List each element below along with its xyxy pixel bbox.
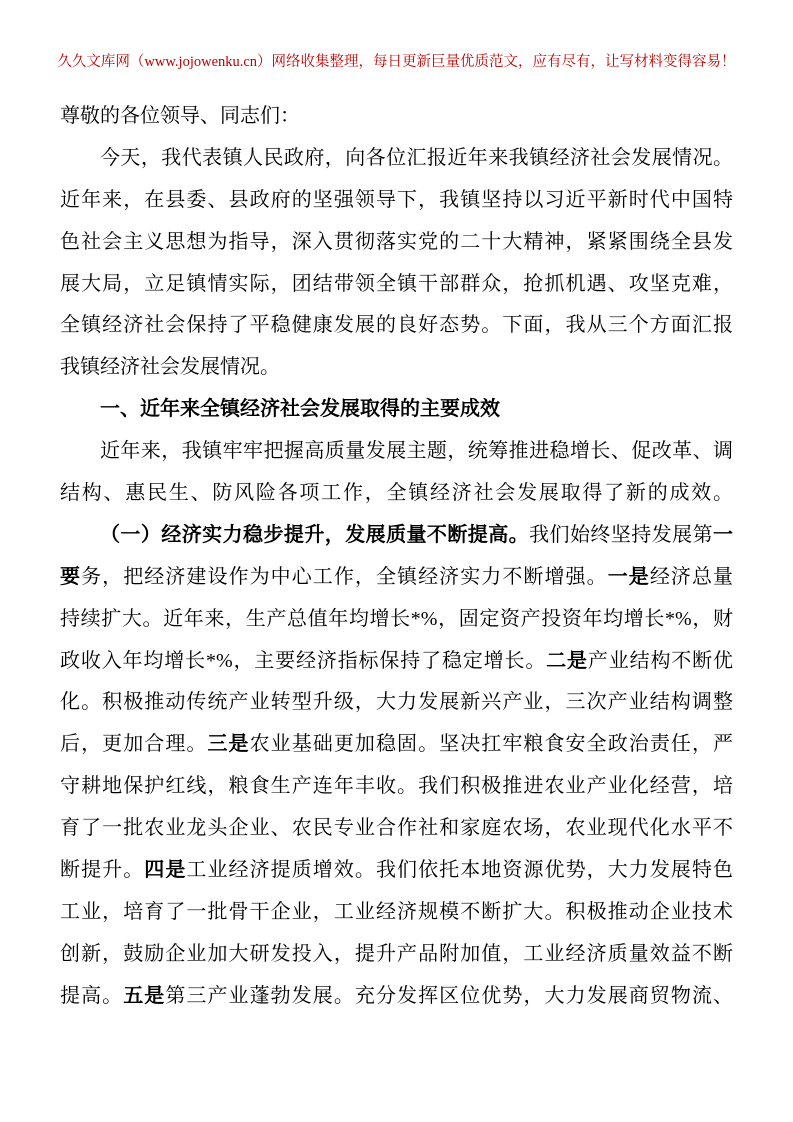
text-segment: 政收入年均增长*%，主要经济指标保持了稳定增长。 <box>60 649 547 672</box>
text-segment: 育了一批农业龙头企业、农民专业合作社和家庭农场，农业现代化水平不 <box>60 817 733 840</box>
text-segment: 我们始终坚持发展第 <box>529 523 714 546</box>
text-segment: 提高。 <box>60 984 124 1007</box>
text-line <box>60 305 733 347</box>
text-line <box>60 808 733 850</box>
text-line <box>60 180 733 222</box>
text-line <box>60 934 733 976</box>
text-segment: 一、近年来全镇经济社会发展取得的主要成效 <box>100 398 500 421</box>
text-segment: 三是 <box>207 733 250 756</box>
text-line <box>60 976 733 1018</box>
text-line <box>60 724 733 766</box>
text-segment: 尊敬的各位领导、同志们： <box>60 105 300 127</box>
text-segment: 今天，我代表镇人民政府，向各位汇报近年来我镇经济社会发展情况。 <box>100 146 733 169</box>
text-line <box>60 222 733 264</box>
text-segment: 务，把经济建设作为中心工作，全镇经济实力不断增强。 <box>81 565 608 588</box>
text-line <box>60 892 733 934</box>
text-line <box>60 264 733 306</box>
header-watermark-text: 久久文库网（www.jojowenku.cn）网络收集整理，每日更新巨量优质范文，应有尽有，让写材料变得容易！ <box>57 54 736 70</box>
text-line <box>60 641 733 683</box>
text-line <box>60 766 733 808</box>
text-segment: 断提升。 <box>60 859 145 882</box>
text-line <box>60 557 733 599</box>
page-header <box>0 52 793 72</box>
text-segment: 持续扩大。近年来，生产总值年均增长*%，固定资产投资年均增长*%，财 <box>60 607 733 630</box>
text-segment: 要 <box>60 565 82 588</box>
text-segment: （一）经济实力稳步提升，发展质量不断提高。 <box>100 523 530 546</box>
text-segment: 近年来，我镇牢牢把握高质量发展主题，统筹推进稳增长、促改革、调 <box>100 440 733 463</box>
text-line <box>60 850 733 892</box>
text-line <box>60 682 733 724</box>
text-segment: 结构、惠民生、防风险各项工作，全镇经济社会发展取得了新的成效。 <box>60 482 733 505</box>
text-line <box>60 431 733 473</box>
text-segment: 五是 <box>123 984 166 1007</box>
text-segment: 我镇经济社会发展情况。 <box>60 356 280 379</box>
text-segment: 全镇经济社会保持了平稳健康发展的良好态势。下面，我从三个方面汇报 <box>60 314 733 337</box>
text-segment: 一是 <box>607 565 650 588</box>
text-line <box>60 96 733 138</box>
text-line <box>60 347 733 389</box>
text-segment: 化。积极推动传统产业转型升级，大力发展新兴产业，三次产业结构调整 <box>60 691 733 714</box>
text-line <box>60 138 733 180</box>
text-line <box>60 473 733 515</box>
text-segment: 一 <box>713 523 733 546</box>
text-segment: 经济总量 <box>649 565 733 588</box>
text-segment: 近年来，在县委、县政府的坚强领导下，我镇坚持以习近平新时代中国特 <box>60 188 733 211</box>
text-segment: 守耕地保护红线，粮食生产连年丰收。我们积极推进农业产业化经营，培 <box>60 775 733 798</box>
text-segment: 工业经济提质增效。我们依托本地资源优势，大力发展特色 <box>186 859 733 882</box>
text-segment: 创新，鼓励企业加大研发投入，提升产品附加值，工业经济质量效益不断 <box>60 942 733 965</box>
text-segment: 工业，培育了一批骨干企业，工业经济规模不断扩大。积极推动企业技术 <box>60 900 733 923</box>
text-line <box>60 389 733 431</box>
text-segment: 产业结构不断优 <box>587 649 733 672</box>
document-body <box>60 96 733 1018</box>
text-segment: 四是 <box>144 859 187 882</box>
text-segment: 后，更加合理。 <box>60 733 208 756</box>
text-line <box>60 515 733 557</box>
text-segment: 二是 <box>546 649 588 672</box>
text-segment: 农业基础更加稳固。坚决扛牢粮食安全政治责任，严 <box>249 733 733 756</box>
text-segment: 展大局，立足镇情实际，团结带领全镇干部群众，抢抓机遇、攻坚克难， <box>60 272 733 295</box>
text-segment: 色社会主义思想为指导，深入贯彻落实党的二十大精神，紧紧围绕全县发 <box>60 230 733 253</box>
text-segment: 第三产业蓬勃发展。充分发挥区位优势，大力发展商贸物流、 <box>165 984 733 1007</box>
text-line <box>60 599 733 641</box>
